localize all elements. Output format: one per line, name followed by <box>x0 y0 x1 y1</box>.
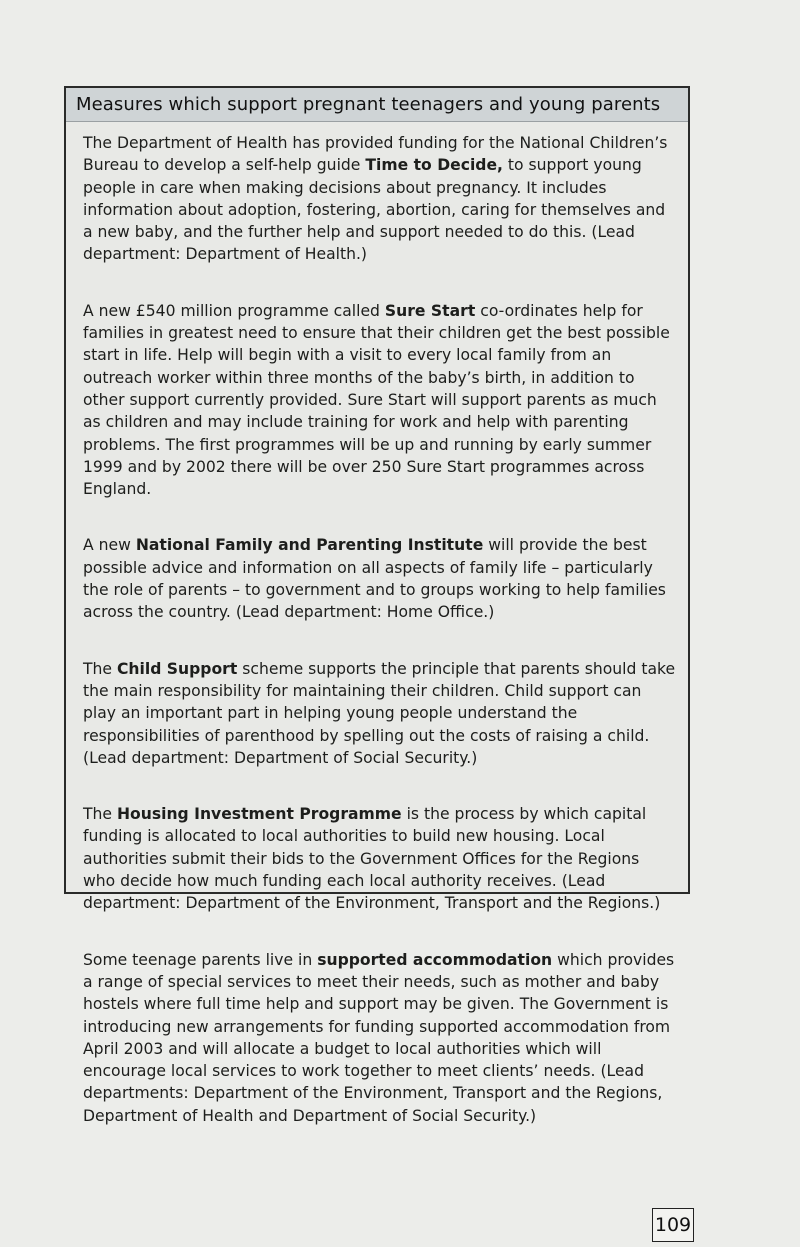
box-body <box>66 122 688 1127</box>
highlight-supported-accommodation: supported accommodation <box>317 950 553 969</box>
paragraph-housing-investment: The Housing Investment Programme is the process by which capital funding is allocated to local authorities to build new housing. Local authorities submit their bids to the Government Offices for the Regions who decide how much funding each local authority receives. (Lead department: Department of the Environment, Transport and the Regions.) <box>83 805 661 913</box>
box-header <box>66 88 688 122</box>
measures-box <box>64 86 690 1125</box>
page-number: 109 <box>652 1208 694 1242</box>
box-title: Measures which support pregnant teenagers and young parents <box>76 94 661 115</box>
paragraph-child-support: The Child Support scheme supports the principle that parents should take the main responsibility for maintaining their children. Child support can play an important part in helping young people understand the responsibilities of parenthood by spelling out the costs of raising a child. (Lead department: Department of Social Security.) <box>83 659 676 767</box>
highlight-sure-start: Sure Start <box>384 301 476 320</box>
paragraph-time-to-decide: The Department of Health has provided funding for the National Children’s Bureau to develop a self-help guide Time to Decide, to support young people in care when making decisions about pregnancy. It includes information about adoption, fostering, abortion, caring for themselves and a new baby, and the further help and support needed to do this. (Lead department: Department of Health.) <box>83 134 668 264</box>
paragraph-sure-start: A new £540 million programme called Sure Start co-ordinates help for families in greatest need to ensure that their children get the best possible start in life. Help will begin with a visit to every local family from an outreach worker within three months of the baby’s birth, in addition to other support currently provided. Sure Start will support parents as much as children and may include training for work and help with parenting problems. The first programmes will be up and running by early summer 1999 and by 2002 there will be over 250 Sure Start programmes across England. <box>83 301 670 499</box>
highlight-time-to-decide: Time to Decide, <box>365 156 503 175</box>
paragraph-parenting-institute: A new National Family and Parenting Institute will provide the best possible advice and information on all aspects of family life – particularly the role of parents – to government and to groups working to help families across the country. (Lead department: Home Office.) <box>83 536 666 622</box>
highlight-parenting-institute: National Family and Parenting Institute <box>135 536 484 555</box>
highlight-child-support: Child Support <box>116 659 238 678</box>
paragraph-supported-accommodation: Some teenage parents live in supported accommodation which provides a range of special services to meet their needs, such as mother and baby hostels where full time help and support may be given. The Government is introducing new arrangements for funding supported accommodation from April 2003 and will allocate a budget to local authorities which will encourage local services to work together to meet clients’ needs. (Lead departments: Department of the Environment, Transport and the Regions, Department of Health and Department of Social Security.) <box>83 950 675 1125</box>
highlight-housing-investment: Housing Investment Programme <box>116 805 402 824</box>
